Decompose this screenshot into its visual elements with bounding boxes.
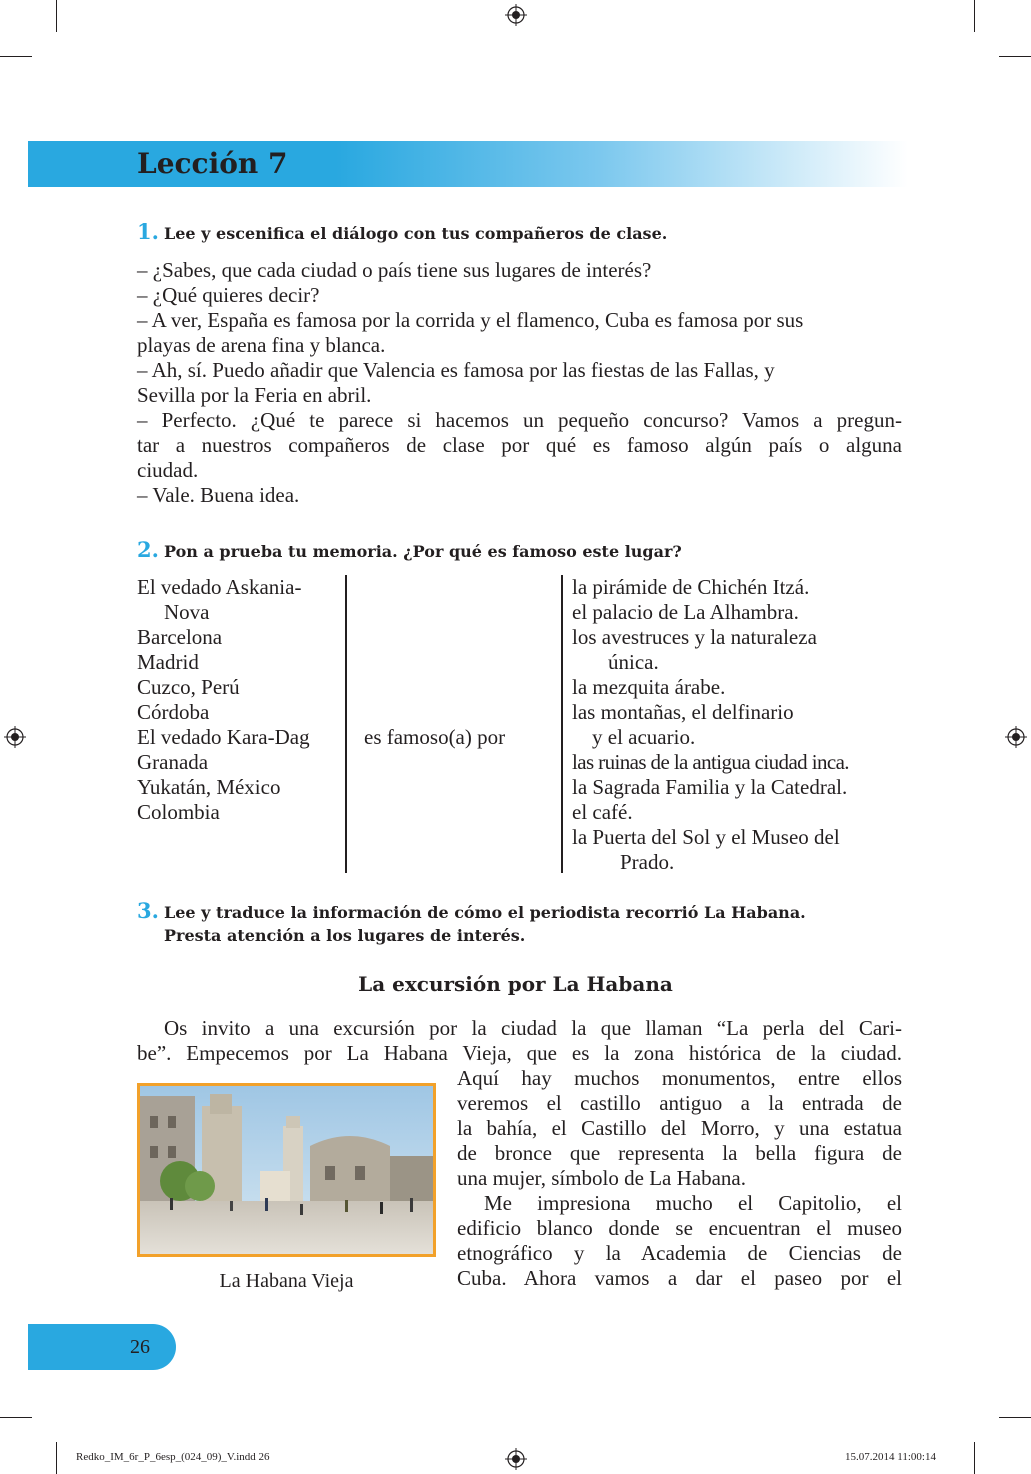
place-item: El vedado Askania- <box>137 575 302 599</box>
dialogue-line: ciudad. <box>137 458 199 482</box>
dialogue-line: – Ah, sí. Puedo añadir que Valencia es famosa por las fiestas de las Fallas, y <box>137 358 775 382</box>
place-item: Colombia <box>137 800 220 824</box>
place-item: Córdoba <box>137 700 210 724</box>
places-column <box>137 575 342 825</box>
column-divider <box>561 575 563 873</box>
famous-item: los avestruces y la naturaleza <box>572 625 817 649</box>
exercise-number: 1. <box>137 219 159 244</box>
famous-item: la pirámide de Chichén Itzá. <box>572 575 810 599</box>
famous-item: Prado. <box>620 850 675 874</box>
crop-mark <box>974 0 975 32</box>
famous-item: el café. <box>572 800 633 824</box>
crop-mark <box>999 1417 1031 1418</box>
famous-item: el palacio de La Alhambra. <box>572 600 799 624</box>
article-line: Cuba. Ahora vamos a dar el paseo por el <box>457 1266 902 1290</box>
place-item: Madrid <box>137 650 199 674</box>
article-line: edificio blanco donde se encuentran el museo <box>457 1216 902 1240</box>
dialogue-line: – A ver, España es famosa por la corrida y el flamenco, Cuba es famosa por sus <box>137 308 804 332</box>
place-item: Barcelona <box>137 625 223 649</box>
exercise-number: 2. <box>137 537 159 562</box>
article-text <box>137 1016 902 1066</box>
dialogue-line: Sevilla por la Feria en abril. <box>137 383 372 407</box>
section-heading: La excursión por La Habana <box>358 972 673 996</box>
article-line: de bronce que representa la bella figura de <box>457 1141 902 1165</box>
dialogue-line: – ¿Sabes, que cada ciudad o país tiene sus lugares de interés? <box>137 258 652 282</box>
dialogue-line: tar a nuestros compañeros de clase por qué es famoso algún país o alguna <box>137 433 902 457</box>
crop-mark <box>0 56 32 57</box>
famous-item: única. <box>608 650 659 674</box>
place-item: El vedado Kara-Dag <box>137 725 310 749</box>
registration-mark-icon <box>4 726 26 748</box>
famous-item: la mezquita árabe. <box>572 675 726 699</box>
registration-mark-icon <box>1005 726 1027 748</box>
exercise-instruction: Lee y traduce la información de cómo el periodista recorrió La Habana. <box>164 903 806 922</box>
exercise-number: 3. <box>137 898 159 923</box>
dialogue <box>137 258 902 508</box>
article-side-text <box>457 1066 902 1291</box>
dialogue-line: – ¿Qué quieres decir? <box>137 283 320 307</box>
photo-caption: La Habana Vieja <box>219 1270 354 1292</box>
connector-phrase: es famoso(a) por <box>364 725 506 749</box>
habana-vieja-illustration <box>140 1086 433 1254</box>
famous-item: las montañas, el delfinario <box>572 700 794 724</box>
famous-for-column <box>572 575 912 875</box>
dialogue-line: playas de arena fina y blanca. <box>137 333 386 357</box>
page-number-tab <box>28 1324 176 1370</box>
crop-mark <box>56 0 57 32</box>
crop-mark <box>56 1442 57 1474</box>
place-item: Cuzco, Perú <box>137 675 240 699</box>
exercise-instruction: Presta atención a los lugares de interés. <box>164 926 526 945</box>
place-item: Nova <box>164 600 210 624</box>
article-line: veremos el castillo antiguo a la entrada de <box>457 1091 902 1115</box>
column-divider <box>345 575 347 873</box>
article-line: Me impresiona mucho el Capitolio, el <box>484 1191 902 1215</box>
article-line: Aquí hay muchos monumentos, entre ellos <box>457 1066 902 1090</box>
famous-item: la Sagrada Familia y la Catedral. <box>572 775 848 799</box>
dialogue-line: – Vale. Buena idea. <box>137 483 300 507</box>
article-line: una mujer, símbolo de La Habana. <box>457 1166 746 1190</box>
crop-mark <box>999 56 1031 57</box>
exercise-instruction: Lee y escenifica el diálogo con tus compañeros de clase. <box>164 224 668 243</box>
place-item: Yukatán, México <box>137 775 281 799</box>
print-datetime: 15.07.2014 11:00:14 <box>845 1451 936 1463</box>
article-line: etnográfico y la Academia de Ciencias de <box>457 1241 902 1265</box>
exercise-instruction: Pon a prueba tu memoria. ¿Por qué es famoso este lugar? <box>164 542 682 561</box>
crop-mark <box>0 1417 32 1418</box>
article-line: be”. Empecemos por La Habana Vieja, que es la zona histórica de la ciudad. <box>137 1041 902 1065</box>
famous-item: la Puerta del Sol y el Museo del <box>572 825 840 849</box>
article-line: la bahía, el Castillo del Morro, y una estatua <box>457 1116 902 1140</box>
file-slug: Redko_IM_6r_P_6esp_(024_09)_V.indd 26 <box>76 1451 270 1463</box>
page-number: 26 <box>130 1336 150 1358</box>
lesson-title: Lección 7 <box>137 147 288 180</box>
registration-mark-icon <box>505 1448 527 1470</box>
place-item: Granada <box>137 750 209 774</box>
registration-mark-icon <box>505 4 527 26</box>
famous-item: las ruinas de la antigua ciudad inca. <box>572 750 849 774</box>
habana-vieja-photo <box>137 1083 436 1257</box>
dialogue-line: – Perfecto. ¿Qué te parece si hacemos un pequeño concurso? Vamos a pregun- <box>137 408 902 432</box>
article-line: Os invito a una excursión por la ciudad la que llaman “La perla del Cari- <box>164 1016 902 1040</box>
crop-mark <box>974 1442 975 1474</box>
famous-item: y el acuario. <box>592 725 696 749</box>
